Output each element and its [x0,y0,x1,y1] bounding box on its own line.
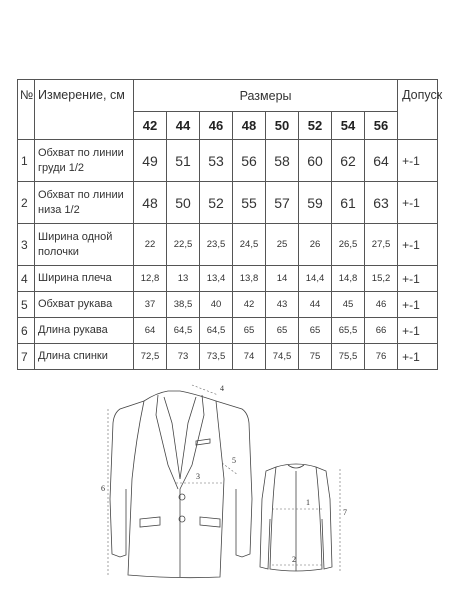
right-lapel-inner [180,397,196,479]
measurement-name: Длина спинки [35,344,134,370]
header-number: № [18,80,35,140]
dim-4-line [192,385,218,395]
size-value: 23,5 [200,224,233,266]
table-row [18,224,438,266]
size-header-42: 42 [134,112,167,140]
size-table [17,79,443,370]
size-value: 64 [365,140,398,182]
size-header-50: 50 [266,112,299,140]
diagram-label-1: 1 [306,498,310,507]
size-value: 50 [167,182,200,224]
size-value: 53 [200,140,233,182]
tolerance-value: +-1 [398,344,438,370]
size-value: 13,4 [200,266,233,292]
size-value: 40 [200,292,233,318]
table-row [18,266,438,292]
tolerance-value: +-1 [398,182,438,224]
back-right-sleeve [316,467,332,569]
measurement-name: Ширина плеча [35,266,134,292]
size-value: 46 [365,292,398,318]
size-value: 56 [233,140,266,182]
size-value: 37 [134,292,167,318]
size-value: 13 [167,266,200,292]
size-value: 43 [266,292,299,318]
header-measurement: Измерение, см [35,80,134,140]
size-value: 64,5 [200,318,233,344]
diagram-label-5: 5 [232,456,236,465]
size-header-56: 56 [365,112,398,140]
measurement-name: Ширина одной полочки [35,224,134,266]
size-value: 14,8 [332,266,365,292]
size-value: 76 [365,344,398,370]
table-row [18,344,438,370]
size-value: 26,5 [332,224,365,266]
size-value: 58 [266,140,299,182]
size-value: 75 [299,344,332,370]
size-value: 74 [233,344,266,370]
size-chart [17,79,443,370]
tolerance-value: +-1 [398,266,438,292]
jacket-sketch [96,379,354,595]
size-value: 73,5 [200,344,233,370]
left-sleeve-outline [110,401,144,557]
right-flap-pocket [200,517,220,527]
size-value: 52 [200,182,233,224]
size-value: 24,5 [233,224,266,266]
table-row [18,318,438,344]
tolerance-value: +-1 [398,140,438,182]
row-number: 1 [18,140,35,182]
size-value: 44 [299,292,332,318]
size-value: 48 [134,182,167,224]
size-value: 13,8 [233,266,266,292]
diagram-label-7: 7 [343,508,347,517]
size-value: 75,5 [332,344,365,370]
table-row [18,182,438,224]
table-body [18,140,438,370]
size-value: 61 [332,182,365,224]
row-number: 7 [18,344,35,370]
measurement-name: Обхват рукава [35,292,134,318]
front-body-outline [128,401,224,578]
row-number: 6 [18,318,35,344]
size-value: 65,5 [332,318,365,344]
row-number: 4 [18,266,35,292]
measurement-name: Обхват по линии низа 1/2 [35,182,134,224]
size-value: 22,5 [167,224,200,266]
size-header-54: 54 [332,112,365,140]
row-number: 3 [18,224,35,266]
size-value: 12,8 [134,266,167,292]
size-value: 63 [365,182,398,224]
measurement-name: Длина рукава [35,318,134,344]
table-row [18,292,438,318]
size-value: 45 [332,292,365,318]
size-value: 15,2 [365,266,398,292]
size-value: 73 [167,344,200,370]
size-header-46: 46 [200,112,233,140]
size-value: 25 [266,224,299,266]
size-value: 14,4 [299,266,332,292]
diagram-label-6: 6 [101,484,105,493]
size-header-48: 48 [233,112,266,140]
size-value: 57 [266,182,299,224]
size-value: 64,5 [167,318,200,344]
diagram-label-2: 2 [292,555,296,564]
row-number: 5 [18,292,35,318]
back-collar [276,464,316,467]
table-row [18,140,438,182]
size-value: 60 [299,140,332,182]
tolerance-value: +-1 [398,224,438,266]
size-value: 26 [299,224,332,266]
size-value: 65 [266,318,299,344]
diagram-label-3: 3 [196,472,200,481]
size-value: 51 [167,140,200,182]
back-collar-inner [288,465,304,468]
tolerance-value: +-1 [398,318,438,344]
size-value: 49 [134,140,167,182]
size-value: 22 [134,224,167,266]
size-value: 62 [332,140,365,182]
size-value: 72,5 [134,344,167,370]
size-value: 27,5 [365,224,398,266]
size-value: 64 [134,318,167,344]
size-value: 55 [233,182,266,224]
size-value: 14 [266,266,299,292]
size-value: 38,5 [167,292,200,318]
size-value: 65 [299,318,332,344]
left-lapel-inner [164,397,180,479]
row-number: 2 [18,182,35,224]
size-value: 59 [299,182,332,224]
size-header-44: 44 [167,112,200,140]
header-sizes-title: Размеры [134,80,398,112]
size-value: 66 [365,318,398,344]
size-value: 42 [233,292,266,318]
size-value: 74,5 [266,344,299,370]
jacket-measurement-diagram [96,379,354,595]
tolerance-value: +-1 [398,292,438,318]
collar-back [144,391,216,401]
diagram-label-4: 4 [220,384,224,393]
size-value: 65 [233,318,266,344]
left-flap-pocket [140,517,160,527]
measurement-name: Обхват по линии груди 1/2 [35,140,134,182]
header-tolerance: Допуск [398,80,438,140]
size-header-52: 52 [299,112,332,140]
back-left-sleeve [260,467,276,569]
